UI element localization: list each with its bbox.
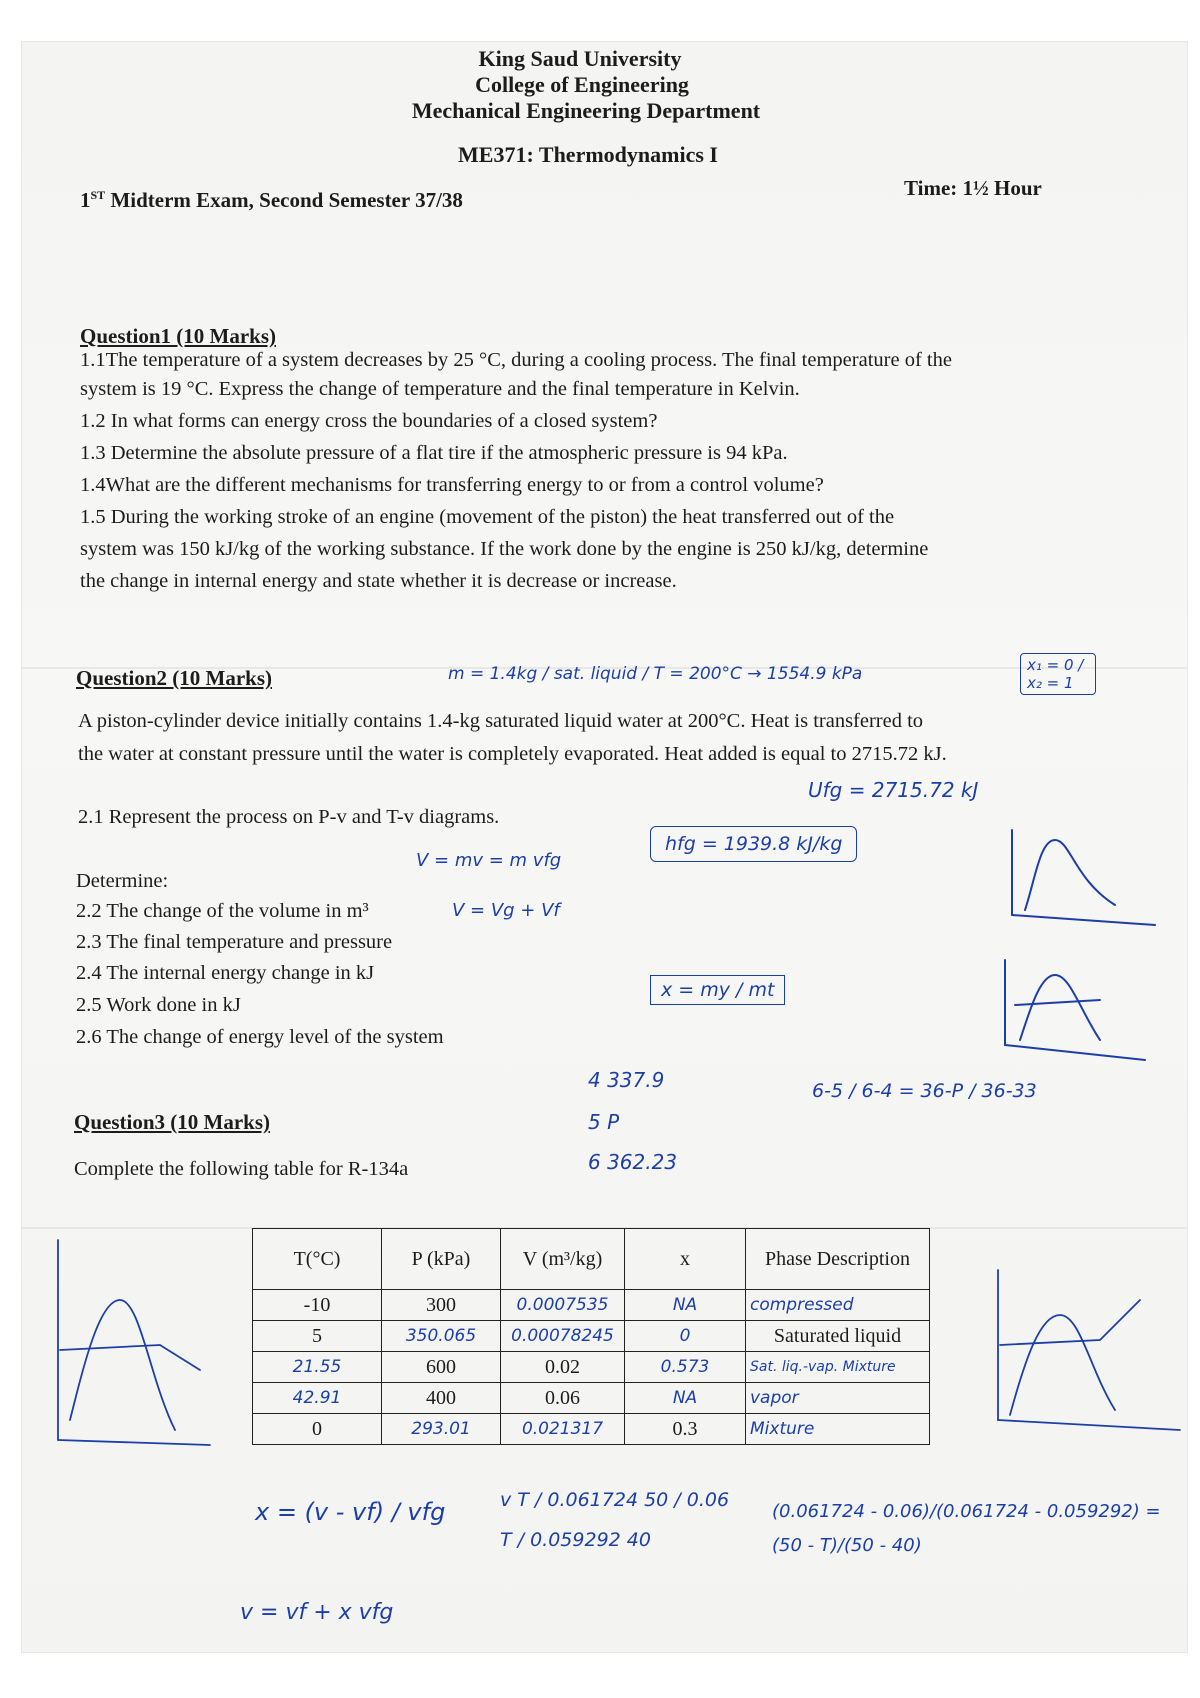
q2-determine: Determine: — [76, 870, 169, 892]
table-header: x — [625, 1229, 746, 1290]
q1-line: the change in internal energy and state whether it is decrease or increase. — [80, 570, 677, 592]
hw-interp-line: 6 362.23 — [588, 1150, 678, 1174]
college-name: College of Engineering — [475, 72, 689, 97]
table-cell: Saturated liquid — [746, 1321, 930, 1352]
q2-title: Question2 (10 Marks) — [76, 666, 272, 690]
hw-volume-eq2: V = Vg + Vf — [452, 900, 560, 921]
hw-volume-eq: V = mv = m vfg — [416, 850, 562, 871]
university-name: King Saud University — [478, 46, 682, 71]
table-header: Phase Description — [746, 1229, 930, 1290]
hw-volume-formula: v = vf + x vfg — [240, 1600, 394, 1625]
hw-interp-result: (0.061724 - 0.06)/(0.061724 - 0.059292) = (50 - T)/(50 - 40) — [772, 1501, 1161, 1556]
q1-line: system was 150 kJ/kg of the working substance. If the work done by the engine is 250 kJ/kg, determine — [80, 538, 929, 560]
table-cell: NA — [625, 1290, 746, 1321]
q2-item: 2.4 The internal energy change in kJ — [76, 962, 375, 984]
table-cell: 0.00078245 — [501, 1321, 625, 1352]
course-title: ME371: Thermodynamics I — [458, 142, 718, 167]
table-header: P (kPa) — [382, 1229, 501, 1290]
table-cell: compressed — [746, 1290, 930, 1321]
table-cell: 21.55 — [253, 1352, 382, 1383]
q3-right-sketch — [998, 1270, 1180, 1430]
table-header: T(°C) — [253, 1229, 382, 1290]
q1-line: 1.5 During the working stroke of an engine (movement of the piston) the heat transferred out of the — [80, 506, 895, 528]
table-cell: 350.065 — [382, 1321, 501, 1352]
table-cell: 0.021317 — [501, 1414, 625, 1445]
table-cell: 0.0007535 — [501, 1290, 625, 1321]
q3-title: Question3 (10 Marks) — [74, 1110, 270, 1134]
table-cell: vapor — [746, 1383, 930, 1414]
table-cell: 0.02 — [501, 1352, 625, 1383]
hw-interp-line: 4 337.9 — [588, 1068, 665, 1092]
q3-intro: Complete the following table for R-134a — [74, 1158, 409, 1180]
q1-title: Question1 (10 Marks) — [80, 324, 276, 348]
hw-q2-quality: x₁ = 0 / x₂ = 1 — [1020, 653, 1096, 695]
q2-line: A piston-cylinder device initially contains 1.4-kg saturated liquid water at 200°C. Heat is transferred to — [78, 710, 924, 732]
hw-interp-table: v T / 0.061724 50 / 0.06 T / 0.059292 40 — [500, 1489, 730, 1551]
table-cell: 0.573 — [625, 1352, 746, 1383]
table-header: V (m³/kg) — [501, 1229, 625, 1290]
table-cell: 42.91 — [253, 1383, 382, 1414]
hw-hfg: hfg = 1939.8 kJ/kg — [650, 826, 857, 862]
q2-item: 2.6 The change of energy level of the system — [76, 1026, 444, 1048]
table-cell: 400 — [382, 1383, 501, 1414]
q2-item: 2.3 The final temperature and pressure — [76, 931, 393, 953]
q2-item: 2.5 Work done in kJ — [76, 994, 241, 1016]
q1-line: 1.4What are the different mechanisms for transferring energy to or from a control volume? — [80, 474, 824, 496]
q3-left-sketch — [58, 1240, 210, 1445]
hw-ufg: Ufg = 2715.72 kJ — [808, 778, 979, 802]
table-cell: -10 — [253, 1290, 382, 1321]
pv-sketch — [1012, 830, 1155, 925]
hw-interp-fraction: 6-5 / 6-4 = 36-P / 36-33 — [812, 1080, 1037, 1102]
q1-line: 1.1The temperature of a system decreases by 25 °C, during a cooling process. The final temperature of the — [80, 349, 952, 371]
department-name: Mechanical Engineering Department — [411, 98, 761, 123]
q1-line: system is 19 °C. Express the change of temperature and the final temperature in Kelvin. — [80, 378, 800, 400]
hw-quality-formula: x = (v - vf) / vfg — [255, 1498, 446, 1526]
q2-item: 2.1 Represent the process on P-v and T-v diagrams. — [78, 806, 500, 828]
hw-interp-line: 5 P — [588, 1110, 620, 1134]
hw-quality-eq: x = my / mt — [650, 975, 785, 1005]
hw-q2-given: m = 1.4kg / sat. liquid / T = 200°C → 1554.9 kPa — [448, 664, 863, 684]
table-cell: 5 — [253, 1321, 382, 1352]
table-cell: 0.06 — [501, 1383, 625, 1414]
table-cell: 600 — [382, 1352, 501, 1383]
table-cell: Mixture — [746, 1414, 930, 1445]
table-cell: 0.3 — [625, 1414, 746, 1445]
q2-item: 2.2 The change of the volume in m³ — [76, 900, 369, 922]
table-cell: 300 — [382, 1290, 501, 1321]
exam-title: 1ST Midterm Exam, Second Semester 37/38 — [80, 188, 463, 212]
q2-line: the water at constant pressure until the water is completely evaporated. Heat added is equal to 2715.72 kJ. — [78, 743, 947, 765]
q1-line: 1.2 In what forms can energy cross the boundaries of a closed system? — [80, 410, 658, 432]
table-cell: 0 — [625, 1321, 746, 1352]
tv-sketch — [1005, 960, 1145, 1060]
table-cell: Sat. liq.-vap. Mixture — [746, 1352, 930, 1383]
table-cell: 293.01 — [382, 1414, 501, 1445]
q1-line: 1.3 Determine the absolute pressure of a flat tire if the atmospheric pressure is 94 kPa. — [80, 442, 788, 464]
table-cell: 0 — [253, 1414, 382, 1445]
table-cell: NA — [625, 1383, 746, 1414]
exam-time: Time: 1½ Hour — [904, 176, 1042, 200]
